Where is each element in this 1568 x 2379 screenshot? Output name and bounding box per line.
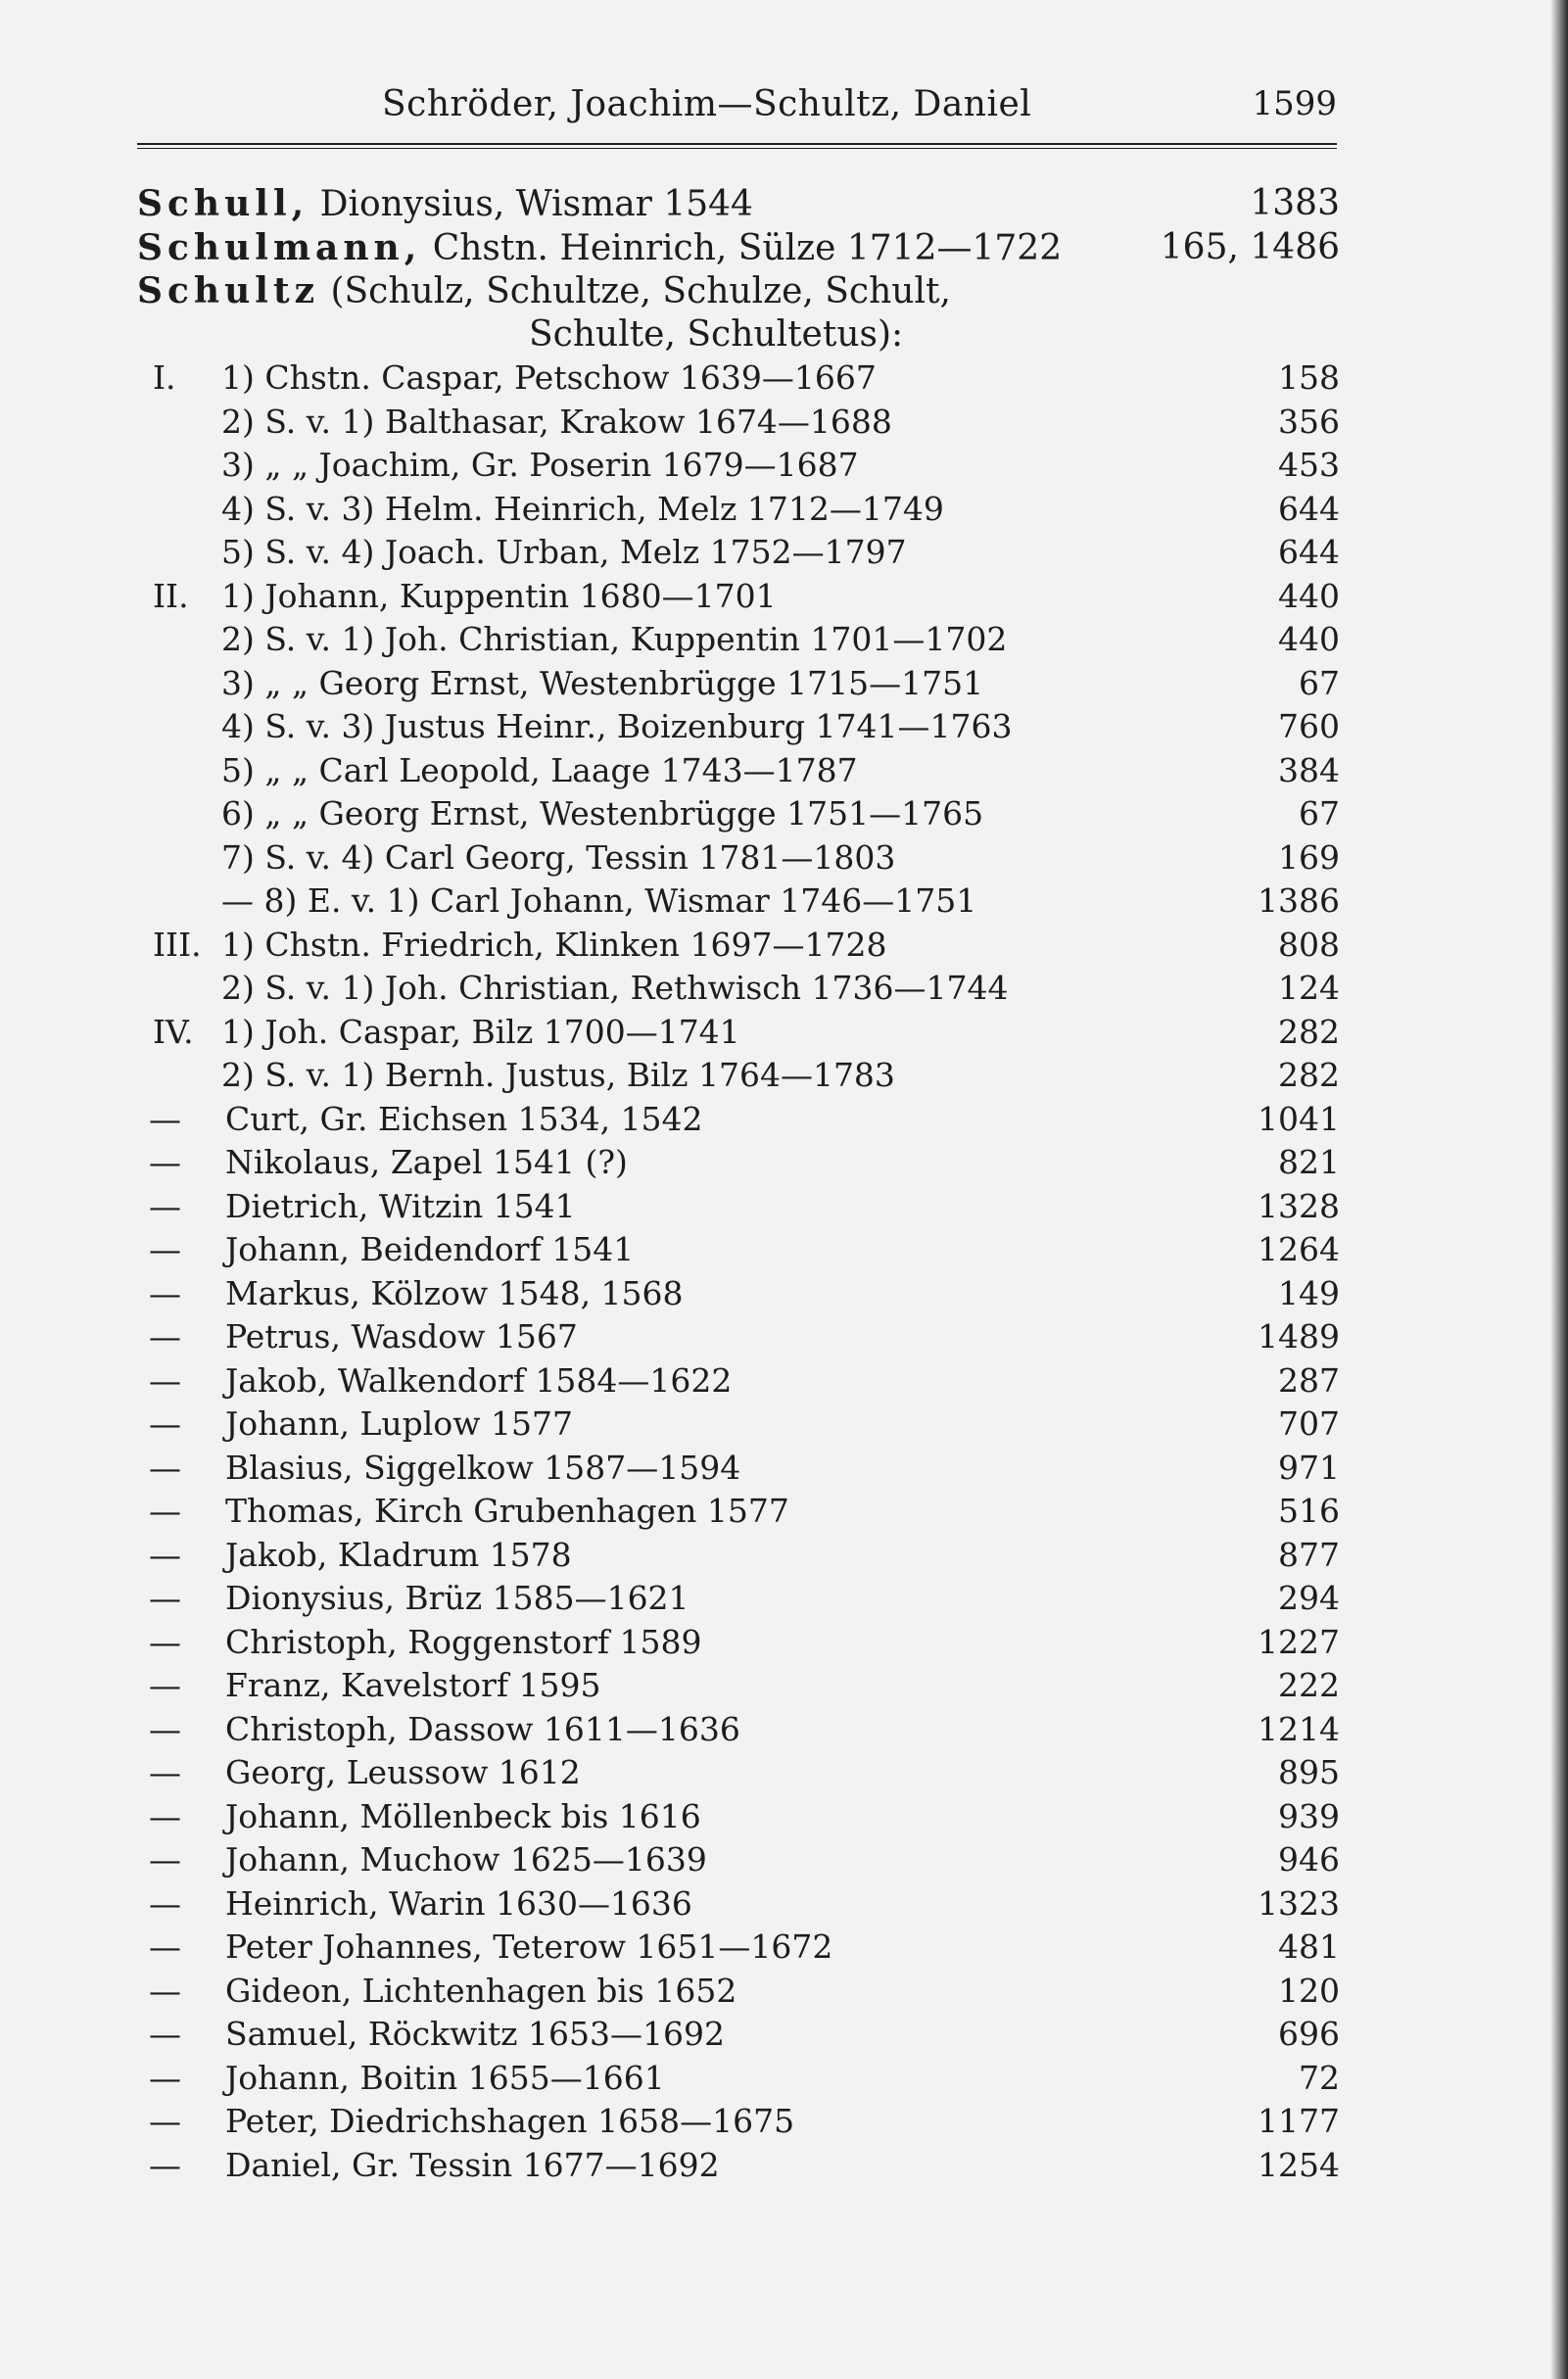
entry-page-reference: 481 (1278, 1927, 1340, 1966)
entry-text (137, 1838, 707, 1881)
entry-text (137, 401, 892, 444)
register-entry (137, 313, 1340, 357)
entry-detail: 1) Johann, Kuppentin 1680—1701 (221, 576, 777, 615)
entry-detail: Johann, Beidendorf 1541 (225, 1230, 635, 1268)
register-entry (137, 357, 1340, 401)
ditto-dash: — (149, 1317, 181, 1356)
ditto-dash: — (149, 1709, 181, 1748)
entry-detail: 4) S. v. 3) Justus Heinr., Boizenburg 1741—1763 (221, 707, 1013, 745)
entry-detail: (Schulz, Schultze, Schulze, Schult, (319, 271, 951, 311)
entry-page-reference: 1041 (1258, 1099, 1340, 1138)
entry-page-reference: 149 (1278, 1273, 1340, 1312)
register-entry (137, 1359, 1340, 1404)
register-entry (137, 269, 1340, 313)
entry-page-reference: 644 (1278, 489, 1340, 528)
entry-page-reference: 1323 (1258, 1883, 1340, 1923)
entry-page-reference: 124 (1278, 969, 1340, 1007)
entry-text (137, 1970, 736, 2013)
entry-page-reference: 67 (1299, 663, 1340, 702)
entry-page-reference: 877 (1278, 1535, 1340, 1574)
register-entry (137, 1621, 1340, 1665)
entry-detail: Johann, Muchow 1625—1639 (225, 1840, 707, 1879)
register-entry (137, 1751, 1340, 1795)
register-entry (137, 1795, 1340, 1839)
entry-surname: Schulmann, (137, 226, 422, 268)
entry-text (137, 2144, 720, 2187)
entry-text (137, 1403, 573, 1446)
entry-page-reference: 72 (1299, 2058, 1340, 2097)
entry-page-reference: 760 (1278, 707, 1340, 745)
entry-detail: 5) „ „ Carl Leopold, Laage 1743—1787 (221, 750, 858, 789)
entry-text (137, 2013, 725, 2056)
entry-page-reference: 1227 (1258, 1622, 1340, 1661)
entry-page-reference: 1386 (1258, 881, 1340, 920)
entry-page-reference: 440 (1278, 576, 1340, 615)
entry-detail: Nikolaus, Zapel 1541 (?) (225, 1143, 628, 1181)
running-header (137, 84, 1337, 143)
entry-text (137, 1621, 702, 1664)
register-entry (137, 1098, 1340, 1142)
entry-detail: — 8) E. v. 1) Carl Johann, Wismar 1746—1751 (221, 881, 977, 920)
entry-page-reference: 158 (1278, 358, 1340, 397)
register-entry (137, 1970, 1340, 2014)
entry-detail: Johann, Luplow 1577 (225, 1404, 573, 1443)
entry-text (137, 1141, 628, 1184)
register-entry (137, 488, 1340, 532)
register-entry (137, 2013, 1340, 2057)
entry-text (137, 1011, 740, 1054)
entry-page-reference: 1489 (1258, 1317, 1340, 1356)
header-title: Schröder, Joachim—Schultz, Daniel (382, 84, 1032, 124)
entry-detail: Christoph, Dassow 1611—1636 (225, 1709, 740, 1748)
entry-text (137, 1098, 703, 1141)
book-spine-shadow (1550, 0, 1568, 2379)
entry-text (137, 2100, 794, 2143)
ditto-dash: — (149, 1186, 181, 1225)
register-entry (137, 749, 1340, 793)
entry-detail: Samuel, Röckwitz 1653—1692 (225, 2015, 725, 2053)
register-entry (137, 792, 1340, 836)
entry-detail: Peter, Diedrichshagen 1658—1675 (225, 2102, 795, 2140)
register-entry (137, 1708, 1340, 1752)
entry-detail: Dietrich, Witzin 1541 (225, 1186, 576, 1225)
line-numeral: III. (153, 925, 202, 964)
register-entry (137, 836, 1340, 880)
register-entry (137, 1882, 1340, 1927)
register-entry (137, 2100, 1340, 2144)
ditto-dash: — (149, 1666, 181, 1704)
entry-text (137, 444, 859, 487)
entry-text (137, 749, 858, 792)
entry-detail: Franz, Kavelstorf 1595 (225, 1666, 601, 1704)
entry-page-reference: 1254 (1258, 2145, 1340, 2184)
entry-page-reference: 644 (1278, 533, 1340, 571)
line-numeral: II. (153, 576, 189, 615)
entry-page-reference: 67 (1299, 794, 1340, 833)
register-entry (137, 1447, 1340, 1491)
entry-detail: Blasius, Siggelkow 1587—1594 (225, 1448, 741, 1487)
entry-page-reference: 1177 (1258, 2102, 1340, 2140)
entry-page-reference: 453 (1278, 446, 1340, 484)
entry-text (137, 269, 951, 313)
entry-detail: 3) „ „ Joachim, Gr. Poserin 1679—1687 (221, 446, 859, 484)
entry-detail: Georg, Leussow 1612 (225, 1753, 581, 1791)
ditto-dash: — (149, 1796, 181, 1835)
entry-text (137, 1228, 634, 1271)
entry-text (137, 531, 907, 574)
ditto-dash: — (149, 2058, 181, 2097)
entry-detail: Heinrich, Warin 1630—1636 (225, 1883, 692, 1923)
entry-detail: 6) „ „ Georg Ernst, Westenbrügge 1751—1765 (221, 794, 984, 833)
entry-text (137, 1534, 572, 1577)
line-numeral: I. (153, 358, 176, 397)
entry-text (137, 1359, 732, 1403)
entry-page-reference: 1264 (1258, 1230, 1340, 1268)
entry-detail: Dionysius, Brüz 1585—1621 (225, 1579, 689, 1617)
entry-detail: Jakob, Walkendorf 1584—1622 (225, 1360, 733, 1400)
ditto-dash: — (149, 2145, 181, 2184)
register-entry (137, 967, 1340, 1011)
register-entry (137, 444, 1340, 488)
entry-page-reference: 169 (1278, 837, 1340, 877)
register-entry (137, 1926, 1340, 1970)
entry-surname: Schull, (137, 183, 309, 224)
ditto-dash: — (149, 1230, 181, 1268)
register-entry (137, 182, 1340, 226)
ditto-dash: — (149, 1143, 181, 1181)
entry-text (137, 1708, 740, 1751)
entry-text (137, 1882, 692, 1926)
entry-text (137, 1490, 789, 1533)
entry-text (137, 618, 1007, 661)
ditto-dash: — (149, 1579, 181, 1617)
entry-text (137, 880, 976, 923)
entry-page-reference: 294 (1278, 1579, 1340, 1617)
entry-detail: 3) „ „ Georg Ernst, Westenbrügge 1715—1751 (221, 663, 984, 702)
register-entry (137, 1315, 1340, 1359)
entry-detail: Schulte, Schultetus): (529, 313, 904, 355)
register-entry (137, 1577, 1340, 1621)
line-numeral: IV. (153, 1012, 194, 1051)
register-entry (137, 662, 1340, 706)
entry-detail: Johann, Möllenbeck bis 1616 (225, 1796, 701, 1835)
entry-surname: Schultz (137, 270, 320, 311)
header-rule (137, 143, 1337, 149)
entry-detail: 2) S. v. 1) Balthasar, Krakow 1674—1688 (221, 402, 892, 441)
ditto-dash: — (149, 1448, 181, 1487)
register-entry (137, 1054, 1340, 1098)
entry-page-reference: 282 (1278, 1012, 1340, 1051)
entry-detail: Daniel, Gr. Tessin 1677—1692 (225, 2145, 720, 2184)
entry-text (137, 924, 886, 967)
register-entry (137, 880, 1340, 924)
entry-detail: 1) Joh. Caspar, Bilz 1700—1741 (221, 1012, 740, 1051)
entry-page-reference: 165, 1486 (1160, 226, 1340, 267)
ditto-dash: — (149, 1971, 181, 2010)
entry-text (137, 1272, 684, 1315)
register-entry (137, 1141, 1340, 1185)
register-entry (137, 1228, 1340, 1272)
ditto-dash: — (149, 1492, 181, 1530)
entry-detail: Jakob, Kladrum 1578 (225, 1535, 572, 1574)
ditto-dash: — (149, 2102, 181, 2140)
entry-text (137, 1315, 578, 1358)
entry-page-reference: 287 (1278, 1360, 1340, 1400)
ditto-dash: — (149, 1360, 181, 1400)
register-entry (137, 1534, 1340, 1578)
entry-detail: 1) Chstn. Friedrich, Klinken 1697—1728 (221, 925, 887, 964)
register-entry (137, 618, 1340, 662)
register-entry (137, 1490, 1340, 1534)
entry-page-reference: 222 (1278, 1666, 1340, 1704)
entry-text (137, 1664, 601, 1707)
entry-page-reference: 384 (1278, 750, 1340, 789)
entry-page-reference: 120 (1278, 1971, 1340, 2010)
entry-page-reference: 516 (1278, 1492, 1340, 1530)
entry-detail: Johann, Boitin 1655—1661 (225, 2058, 665, 2097)
register-entry (137, 1838, 1340, 1882)
entry-detail: 2) S. v. 1) Joh. Christian, Kuppentin 1701—1702 (221, 620, 1008, 658)
register-entry (137, 575, 1340, 619)
entry-detail: Peter Johannes, Teterow 1651—1672 (225, 1927, 833, 1966)
entry-text (137, 2057, 665, 2100)
ditto-dash: — (149, 1622, 181, 1661)
entry-page-reference: 946 (1278, 1840, 1340, 1879)
ditto-dash: — (149, 1404, 181, 1443)
entry-detail: Markus, Kölzow 1548, 1568 (225, 1273, 684, 1312)
entry-text (137, 836, 895, 880)
entry-detail: Chstn. Heinrich, Sülze 1712—1722 (421, 227, 1063, 268)
entry-text (137, 1185, 576, 1228)
entry-page-reference: 939 (1278, 1796, 1340, 1835)
entry-page-reference: 707 (1278, 1404, 1340, 1443)
entry-text (137, 662, 983, 705)
entry-detail: Petrus, Wasdow 1567 (225, 1317, 578, 1356)
register-entry (137, 1185, 1340, 1229)
register-entry (137, 2057, 1340, 2101)
entry-text (137, 1577, 689, 1620)
entry-page-reference: 895 (1278, 1753, 1340, 1791)
register-entry (137, 705, 1340, 749)
entry-text (137, 1926, 832, 1969)
entry-page-reference: 440 (1278, 620, 1340, 658)
entry-page-reference: 696 (1278, 2015, 1340, 2053)
entry-detail: Thomas, Kirch Grubenhagen 1577 (225, 1492, 789, 1530)
ditto-dash: — (149, 1753, 181, 1791)
register-entry (137, 531, 1340, 575)
entry-text (137, 575, 777, 618)
entry-detail: 4) S. v. 3) Helm. Heinrich, Melz 1712—1749 (221, 489, 944, 528)
register-entry (137, 226, 1340, 270)
entry-text (137, 488, 944, 531)
entry-detail: 2) S. v. 1) Bernh. Justus, Bilz 1764—1783 (221, 1056, 895, 1094)
entry-text (137, 1447, 740, 1490)
entry-detail: 2) S. v. 1) Joh. Christian, Rethwisch 1736—1744 (221, 969, 1009, 1007)
register-entry (137, 401, 1340, 445)
entry-text (137, 1054, 895, 1097)
entry-text (137, 226, 1062, 270)
ditto-dash: — (149, 1840, 181, 1879)
entry-detail: 7) S. v. 4) Carl Georg, Tessin 1781—1803 (221, 837, 896, 877)
entry-text (137, 357, 877, 400)
entry-text (137, 182, 753, 226)
ditto-dash: — (149, 1273, 181, 1312)
ditto-dash: — (149, 1883, 181, 1923)
register-entry (137, 924, 1340, 968)
ditto-dash: — (149, 2015, 181, 2053)
entry-detail: Curt, Gr. Eichsen 1534, 1542 (225, 1099, 703, 1138)
ditto-dash: — (149, 1535, 181, 1574)
entry-page-reference: 808 (1278, 925, 1340, 964)
register-entry (137, 2144, 1340, 2188)
ditto-dash: — (149, 1927, 181, 1966)
entry-text (137, 792, 983, 835)
page-number: 1599 (1252, 84, 1337, 123)
entry-detail: 5) S. v. 4) Joach. Urban, Melz 1752—1797 (221, 533, 907, 571)
entry-text (137, 313, 903, 357)
entry-page-reference: 1214 (1258, 1709, 1340, 1748)
entry-text (137, 1751, 581, 1794)
entry-page-reference: 1328 (1258, 1186, 1340, 1225)
register-entry (137, 1403, 1340, 1447)
entry-text (137, 1795, 701, 1838)
entry-page-reference: 356 (1278, 402, 1340, 441)
register-entry (137, 1664, 1340, 1708)
entry-page-reference: 1383 (1250, 183, 1340, 223)
entry-detail: 1) Chstn. Caspar, Petschow 1639—1667 (221, 358, 877, 397)
entry-detail: Gideon, Lichtenhagen bis 1652 (225, 1971, 737, 2010)
entry-page-reference: 821 (1278, 1143, 1340, 1181)
register-entries (137, 182, 1340, 2187)
entry-text (137, 705, 1013, 748)
ditto-dash: — (149, 1099, 181, 1138)
entry-page-reference: 282 (1278, 1056, 1340, 1094)
entry-page-reference: 971 (1278, 1448, 1340, 1487)
register-entry (137, 1272, 1340, 1316)
entry-detail: Dionysius, Wismar 1544 (309, 184, 753, 224)
entry-text (137, 967, 1008, 1010)
register-entry (137, 1011, 1340, 1055)
entry-detail: Christoph, Roggenstorf 1589 (225, 1622, 702, 1661)
